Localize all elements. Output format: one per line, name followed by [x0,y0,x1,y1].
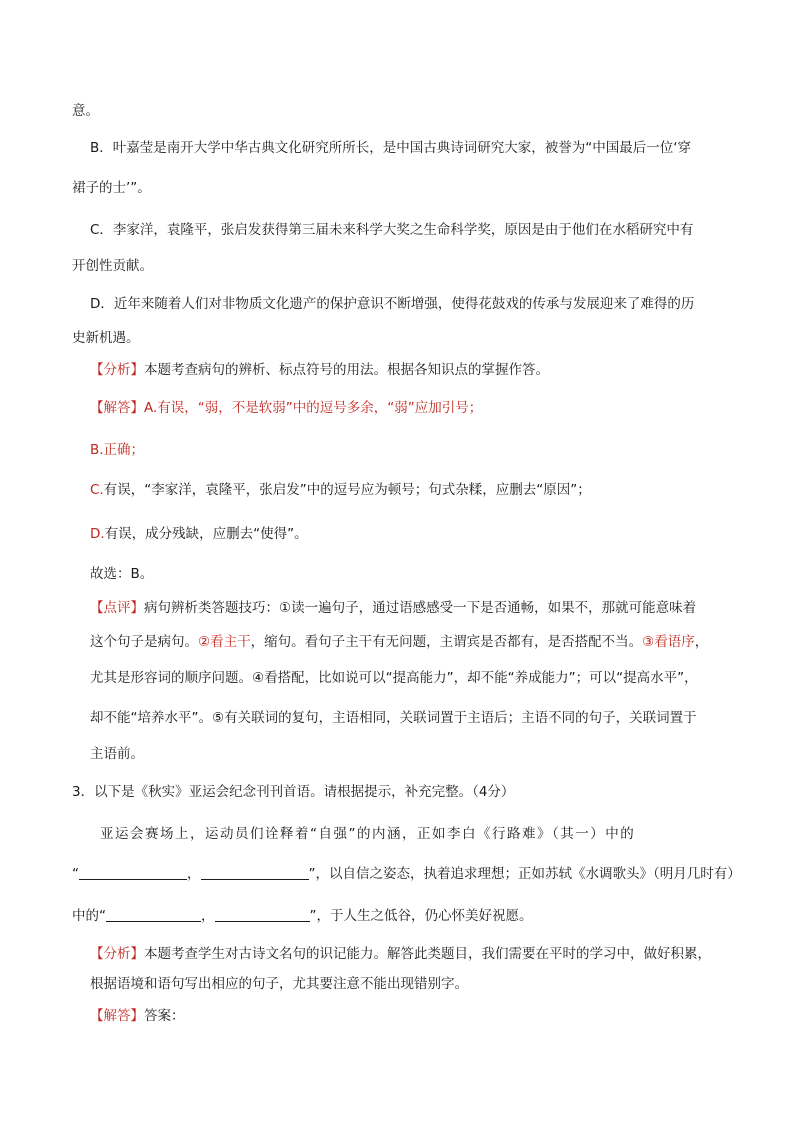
analysis-label: 【分析】 [90,362,144,378]
answer-c-prefix: C. [90,482,104,498]
paragraph-line-2-rest: ”，以自信之姿态，执着追求理想；正如苏轼《水调歌头》（明月几时有） [308,866,741,882]
q2-comment-line-2 [90,632,708,652]
q3-analysis-line-2: 根据语境和语句写出相应的句子，尤其要注意不能出现错别字。 [90,976,468,992]
analysis-label: 【分析】 [90,946,144,962]
q2-answer-a [90,398,482,418]
answer-d-prefix: D. [90,526,105,542]
blank-su-shi-1[interactable] [106,907,201,922]
q2-analysis [90,360,549,380]
analysis-line-1-text: 本题考查学生对古诗文名句的识记能力。解答此类题目，我们需要在平时的学习中，做好积累， [144,946,711,962]
blank-li-bai-2[interactable] [201,865,309,880]
comment-line-2-b: ②看主干 [198,634,251,650]
q3-paragraph-line-1: 亚运会赛场上，运动员们诠释着“自强”的内涵，正如李白《行路难》（其一）中的 [100,826,636,842]
q2-comment-line-4: 却不能“培养水平”。⑤有关联词的复句，主语相同，关联词置于主语后；主语不同的句子，关联词置于 [90,710,697,726]
comma: ， [201,908,215,924]
q2-comment-line-5: 主语前。 [90,746,144,762]
answer-a-text: A.有误，“弱，不是软弱”中的逗号多余，“弱”应加引号； [144,400,483,416]
option-a-tail: 意。 [72,103,99,119]
q2-answer-b: B.正确； [90,442,145,458]
q2-choice: 故选：B。 [90,566,154,582]
comment-line-2-d: ③看语序 [642,634,695,650]
answer-label: 【解答】 [90,400,144,416]
q3-paragraph-line-3 [72,906,533,926]
comma: ， [187,866,201,882]
open-quote: “ [72,866,79,882]
option-d-line-2: 史新机遇。 [72,330,140,346]
zhong-de-quote: 中的“ [72,908,106,924]
analysis-text: 本题考查病句的辨析、标点符号的用法。根据各知识点的掌握作答。 [144,362,549,378]
q3-stem: 3．以下是《秋实》亚运会纪念刊刊首语。请根据提示，补充完整。（4分） [72,784,515,800]
q2-comment-line-1 [90,598,696,618]
q3-paragraph-line-2 [72,864,741,884]
q2-comment-line-3: 尤其是形容词的顺序问题。④看搭配，比如说可以“提高能力”，却不能“养成能力”；可以“提高水平”， [90,670,698,686]
option-d-line-1: D．近年来随着人们对非物质文化遗产的保护意识不断增强，使得花鼓戏的传承与发展迎来了难得的历 [90,296,695,312]
answer-text: 答案： [144,1008,185,1024]
q3-analysis-line-1 [90,944,711,964]
blank-su-shi-2[interactable] [215,907,310,922]
option-b-line-2: 裙子的士’”。 [72,180,151,196]
answer-c-text: 有误，“李家洋，袁隆平，张启发”中的逗号应为顿号；句式杂糅，应删去“原因”； [103,482,591,498]
option-c-line-2: 开创性贡献。 [72,258,153,274]
comment-line-1-text: 病句辨析类答题技巧：①读一遍句子，通过语感感受一下是否通畅，如果不，那就可能意味着 [144,600,697,616]
q2-answer-c [90,480,591,500]
q3-answer [90,1006,185,1026]
paragraph-line-3-rest: ”，于人生之低谷，仍心怀美好祝愿。 [309,908,533,924]
q2-answer-d [90,524,308,544]
answer-label: 【解答】 [90,1008,144,1024]
answer-d-text: 有误，成分残缺，应删去“使得”。 [104,526,308,542]
comment-line-2-a: 这个句子是病句。 [90,634,198,650]
option-b-line-1: B．叶嘉莹是南开大学中华古典文化研究所所长，是中国古典诗词研究大家，被誉为“中国最后一位‘穿 [90,140,692,156]
comment-line-2-e: ， [694,634,709,650]
comment-label: 【点评】 [90,600,144,616]
option-c-line-1: C．李家洋，袁隆平，张启发获得第三届未来科学大奖之生命科学奖，原因是由于他们在水稻研究中有 [90,222,694,238]
comment-line-2-c: ，缩句。看句子主干有无问题，主谓宾是否都有，是否搭配不当。 [250,634,643,650]
blank-li-bai-1[interactable] [79,865,187,880]
